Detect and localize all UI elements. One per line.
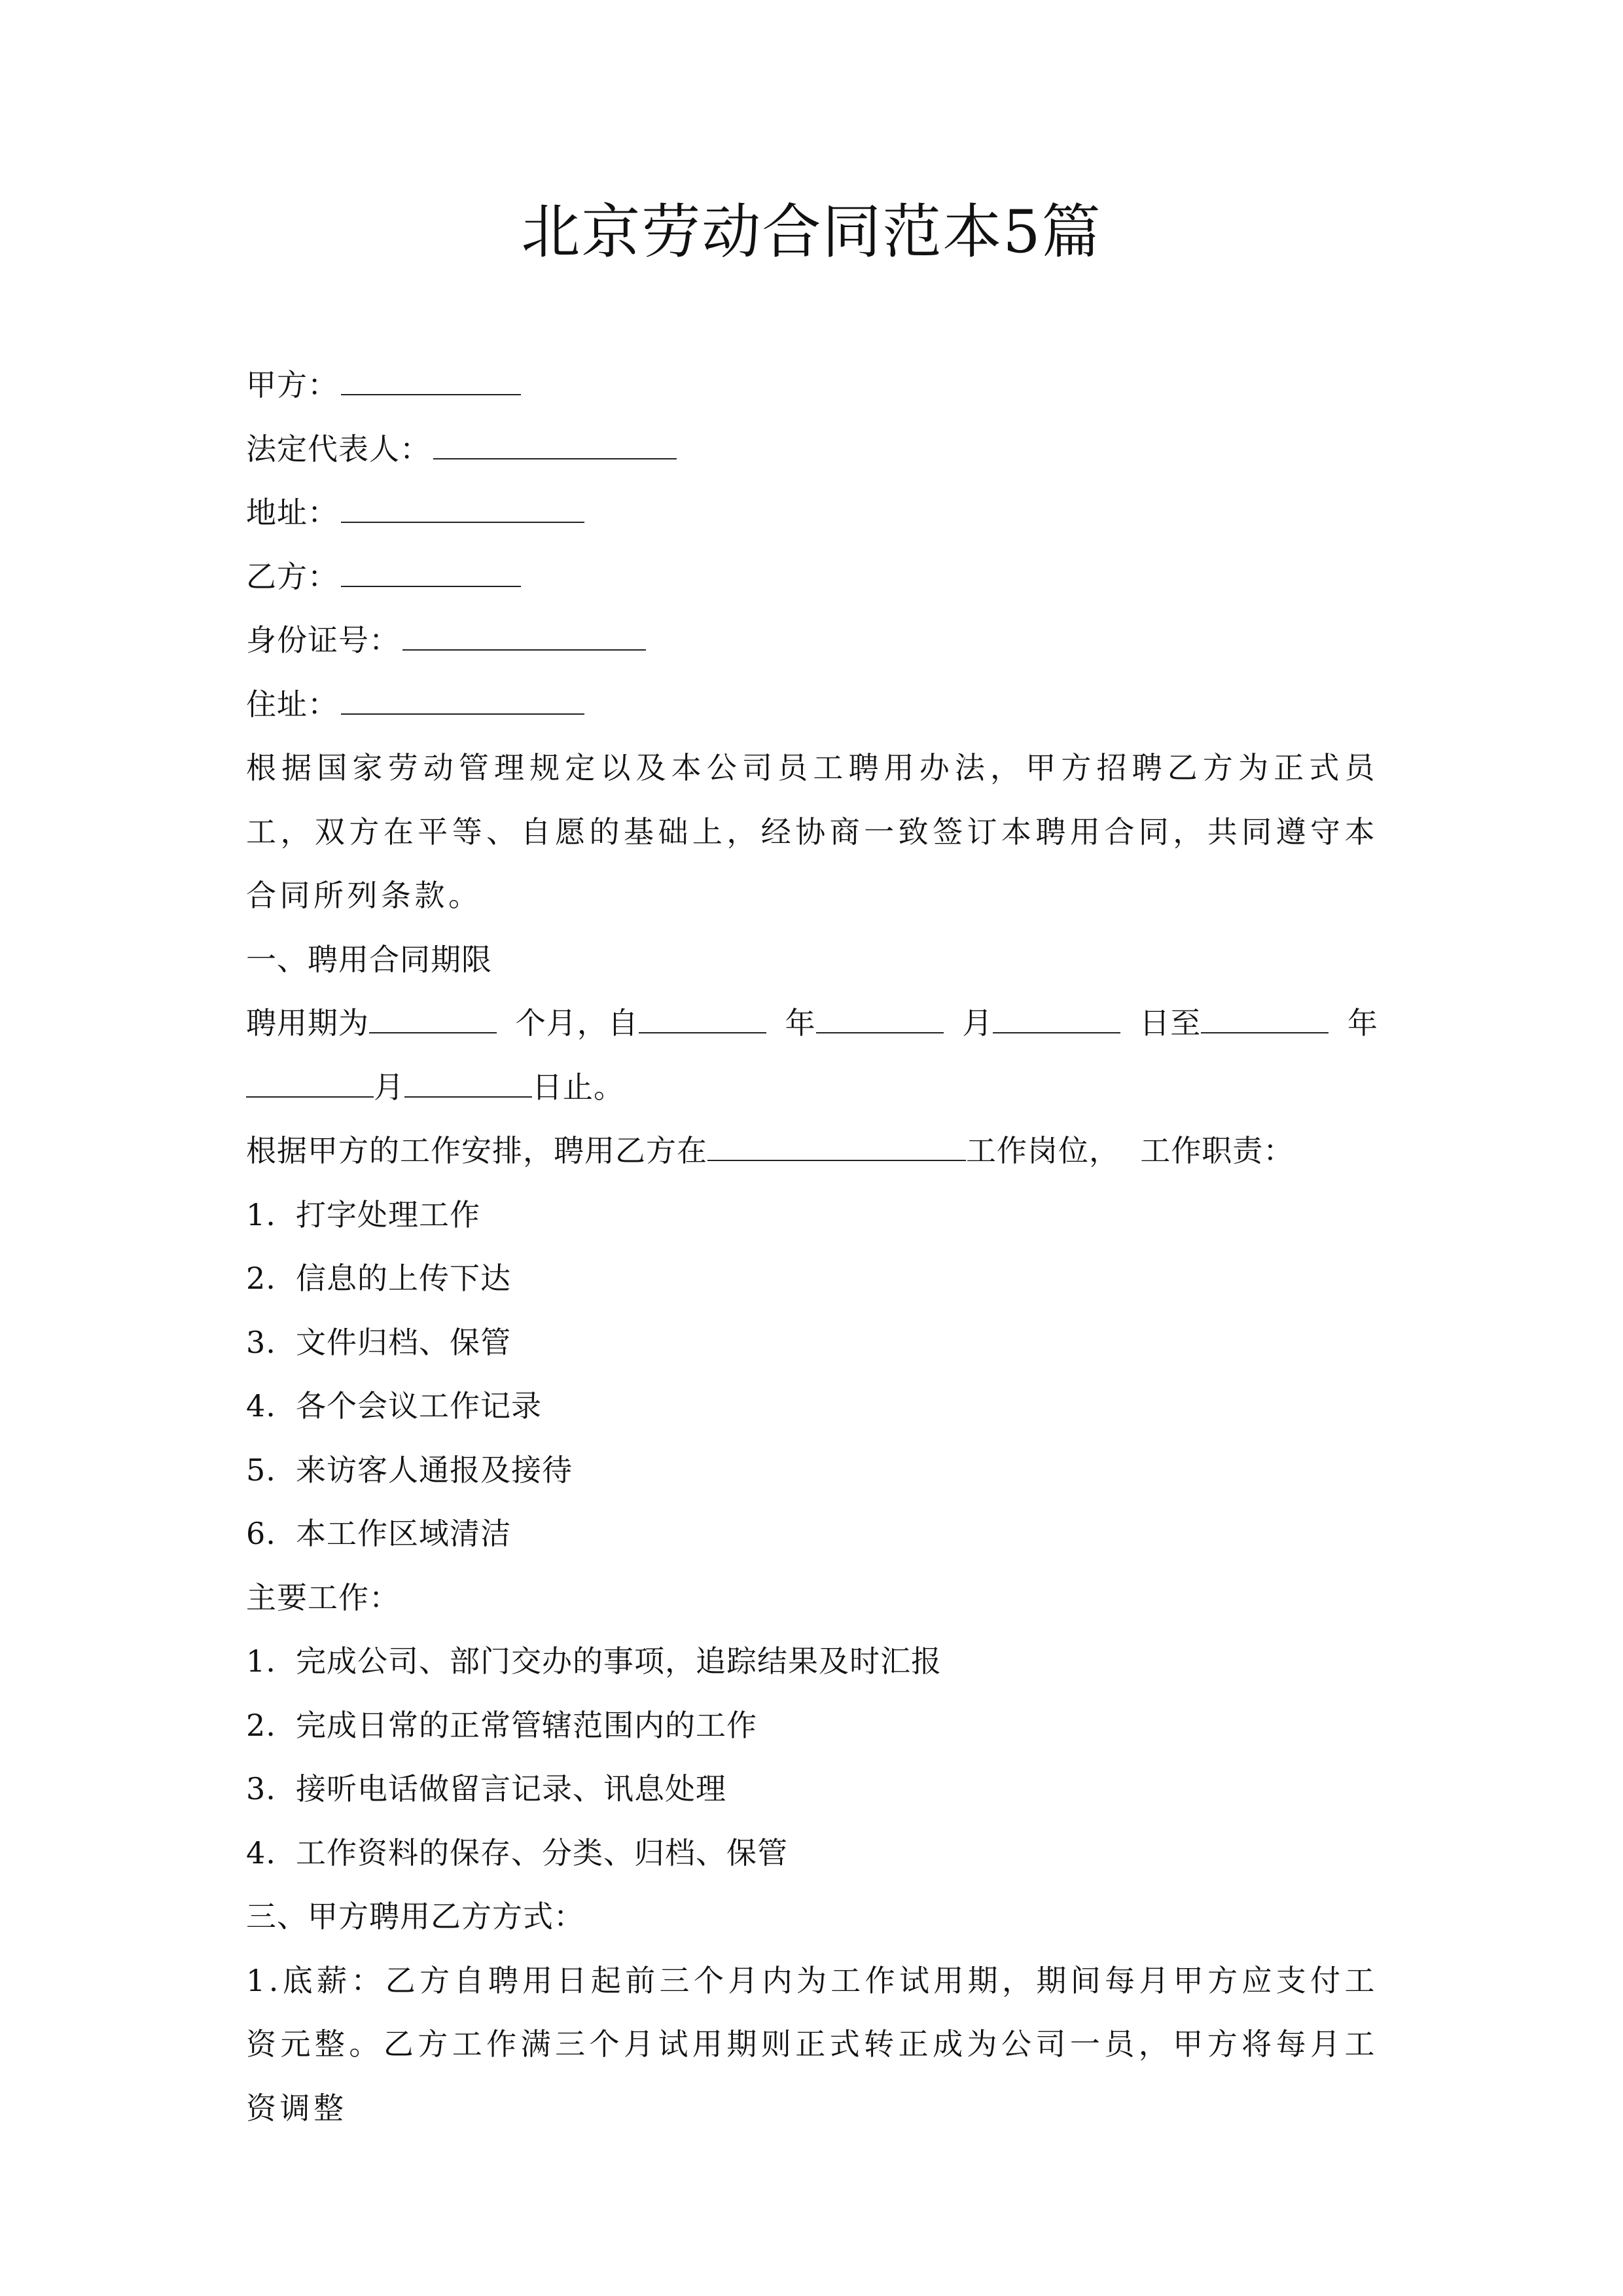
item-number: 2.: [246, 1261, 276, 1296]
fill-blank: [1201, 1006, 1329, 1033]
item-text: 文件归档、保管: [296, 1324, 511, 1360]
item-text: 接听电话做留言记录、讯息处理: [296, 1771, 726, 1806]
item-number: 1.: [246, 1643, 276, 1679]
main-work-heading: 主要工作：: [246, 1579, 400, 1615]
section-heading: 一、聘用合同期限: [246, 941, 492, 977]
document-title: 北京劳动合同范本5篇: [521, 198, 1102, 266]
fill-blank: [369, 1006, 497, 1033]
field-label: 身份证号：: [246, 622, 400, 658]
term-text: 日止。: [532, 1069, 624, 1105]
main-work-item: [246, 1757, 1378, 1821]
duty-item: [246, 1247, 1378, 1311]
position-line: [246, 1119, 1378, 1183]
item-number: 3.: [246, 1771, 276, 1806]
item-text: 信息的上传下达: [296, 1261, 511, 1296]
field-residence: [246, 673, 1378, 737]
term-text: 聘用期为: [246, 1005, 369, 1041]
term-text: 日至: [1139, 1005, 1202, 1041]
main-work-item: [246, 1630, 1378, 1694]
field-legal-rep: [246, 418, 1378, 482]
term-line-2: [246, 1056, 1378, 1120]
item-text: 完成公司、部门交办的事项，追踪结果及时汇报: [296, 1643, 942, 1679]
item-number: 4.: [246, 1835, 276, 1871]
fill-blank: [639, 1006, 766, 1033]
fill-blank: [402, 623, 646, 651]
main-work-item: [246, 1694, 1378, 1758]
fill-blank: [816, 1006, 944, 1033]
field-party-a: [246, 353, 1378, 418]
field-label: 法定代表人：: [246, 431, 431, 467]
position-suffix: 工作岗位，: [966, 1133, 1120, 1168]
term-text: 月: [962, 1005, 993, 1041]
field-label: 住址：: [246, 686, 338, 722]
duty-item: [246, 1183, 1378, 1247]
item-number: 5.: [246, 1452, 276, 1488]
fill-blank: [707, 1134, 966, 1161]
fill-blank: [341, 495, 584, 523]
item-number: 4.: [246, 1388, 276, 1424]
field-address: [246, 481, 1378, 545]
fill-blank: [341, 560, 521, 587]
fill-blank: [341, 368, 521, 395]
duty-item: [246, 1311, 1378, 1375]
duty-item: [246, 1502, 1378, 1566]
item-text: 来访客人通报及接待: [296, 1452, 573, 1488]
term-line-1: [246, 992, 1378, 1056]
field-label: 甲方：: [246, 367, 338, 403]
term-text: 月: [374, 1069, 404, 1105]
field-label: 乙方：: [246, 558, 338, 594]
fill-blank: [433, 432, 677, 459]
duties-label: 工作职责：: [1140, 1133, 1294, 1168]
document-body: [246, 353, 1378, 2140]
field-party-b: [246, 545, 1378, 609]
term-text: 年: [785, 1005, 816, 1041]
fill-blank: [341, 687, 584, 715]
item-text: 工作资料的保存、分类、归档、保管: [296, 1835, 788, 1871]
item-number: 3.: [246, 1324, 276, 1360]
item-number: 2.: [246, 1707, 276, 1743]
item-text: 各个会议工作记录: [296, 1388, 542, 1424]
position-prefix: 根据甲方的工作安排，聘用乙方在: [246, 1133, 707, 1168]
item-text: 打字处理工作: [296, 1196, 480, 1232]
item-number: 1.: [246, 1196, 276, 1232]
field-id-number: [246, 609, 1378, 673]
main-work-item: [246, 1821, 1378, 1886]
fill-blank: [993, 1006, 1120, 1033]
item-number: 6.: [246, 1516, 276, 1551]
term-text: 个月，自: [515, 1005, 639, 1041]
field-label: 地址：: [246, 495, 338, 530]
duty-item: [246, 1439, 1378, 1503]
section-heading: 三、甲方聘用乙方方式：: [246, 1899, 584, 1934]
salary-paragraph: 1.底薪：乙方自聘用日起前三个月内为工作试用期，期间每月甲方应支付工资元整。乙方工作满三个月试用期则正式转正成为公司一员，甲方将每月工资调整: [246, 1962, 1378, 2126]
item-text: 本工作区域清洁: [296, 1516, 511, 1551]
fill-blank: [404, 1070, 532, 1098]
intro-paragraph: 根据国家劳动管理规定以及本公司员工聘用办法，甲方招聘乙方为正式员工，双方在平等、自愿的基础上，经协商一致签订本聘用合同，共同遵守本合同所列条款。: [246, 750, 1378, 913]
term-text: 年: [1347, 1005, 1378, 1041]
duty-item: [246, 1374, 1378, 1439]
item-text: 完成日常的正常管辖范围内的工作: [296, 1707, 757, 1743]
fill-blank: [246, 1070, 374, 1098]
